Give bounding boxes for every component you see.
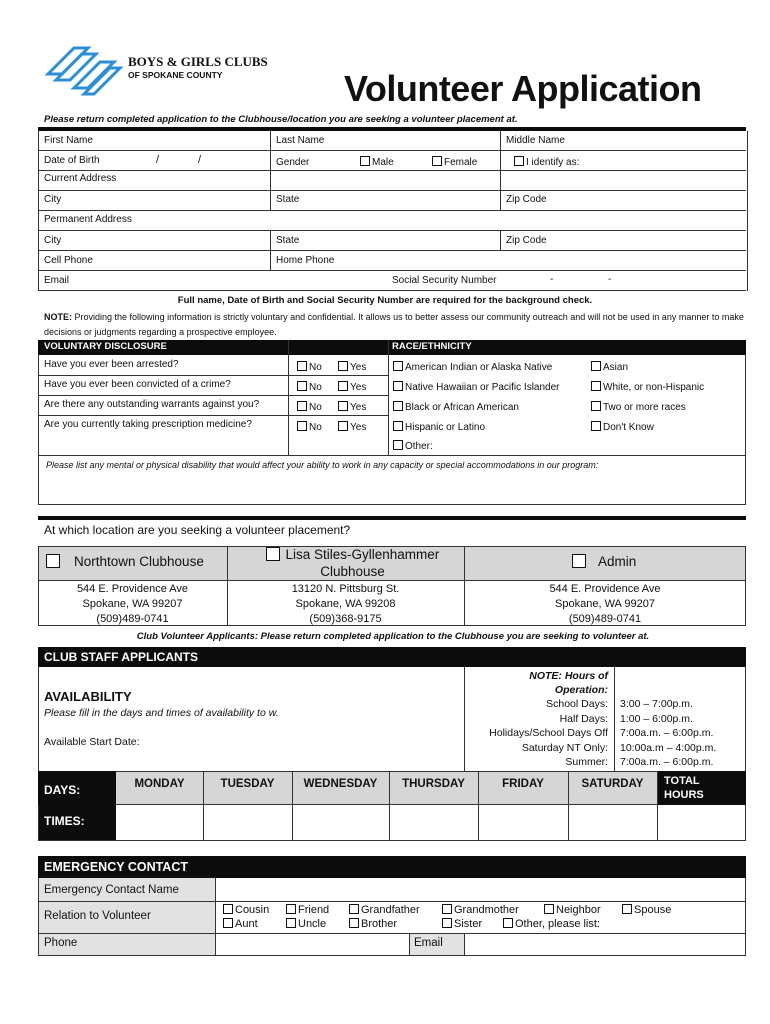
checkbox-icon: [503, 918, 513, 928]
male-checkbox[interactable]: [360, 156, 394, 168]
time-input-tuesday[interactable]: [204, 806, 291, 840]
placement-footer: Club Volunteer Applicants: Please return completed application to the Clubhouse you are seeking to volunteer at.: [136, 631, 650, 642]
race-label: Don't Know: [603, 422, 654, 433]
divider: [38, 395, 388, 396]
address-line: Spokane, WA 99208: [295, 598, 396, 610]
email-field[interactable]: Email: [44, 275, 70, 286]
divider: [500, 131, 501, 191]
identify-label: I identify as:: [526, 157, 580, 168]
checkbox-icon: [360, 156, 370, 166]
yes-label: Yes: [350, 402, 367, 413]
zip-field[interactable]: Zip Code: [506, 235, 547, 246]
race-label: White, or non-Hispanic: [603, 382, 705, 393]
checkbox-icon: [393, 401, 403, 411]
relation-brother[interactable]: [349, 918, 397, 930]
no-label: No: [309, 362, 322, 373]
relation-sister[interactable]: [442, 918, 482, 930]
relation-label: Grandfather: [361, 904, 420, 916]
location-admin[interactable]: [572, 554, 636, 569]
divider: [38, 210, 746, 211]
relation-grandfather[interactable]: [349, 904, 420, 916]
hours-labels: [466, 697, 608, 770]
race-label: Other:: [405, 441, 433, 452]
location-address: [464, 582, 746, 627]
hours-time: 7:00a.m. – 6:00p.m.: [620, 727, 714, 739]
race-label: Asian: [603, 362, 629, 373]
note-label: NOTE:: [44, 312, 72, 322]
race-checkbox[interactable]: [591, 381, 704, 393]
email-label: Email: [414, 937, 443, 949]
disability-field[interactable]: Please list any mental or physical disability that would affect your ability to work in any capacity or special accommodations in our program:: [46, 460, 599, 470]
race-label: Hispanic or Latino: [405, 422, 486, 433]
dob-field[interactable]: Date of Birth: [44, 155, 100, 166]
total-hours-label: TOTAL HOURS: [664, 775, 704, 801]
checkbox-icon: [338, 361, 348, 371]
logo: [40, 40, 124, 96]
divider: [500, 230, 501, 250]
hours-time: 3:00 – 7:00p.m.: [620, 698, 693, 710]
race-checkbox[interactable]: [393, 361, 552, 373]
checkbox-icon: [223, 918, 233, 928]
race-checkbox[interactable]: [393, 421, 485, 433]
day-wednesday: WEDNESDAY: [303, 778, 378, 790]
location-name: Admin: [598, 554, 637, 569]
hours-label: Half Days:: [559, 712, 608, 725]
return-note: Please return completed application to the Clubhouse/location you are seeking a volunteer placement at.: [44, 114, 518, 125]
location-phone: (509)368-9175: [309, 613, 382, 625]
location-name: Northtown Clubhouse: [74, 554, 204, 569]
dob-separator: /: [198, 154, 202, 166]
relation-label: Spouse: [634, 904, 672, 916]
divider: [270, 230, 271, 270]
home-phone-field[interactable]: Home Phone: [276, 255, 335, 266]
address-line: 544 E. Providence Ave: [549, 583, 661, 595]
days-label: DAYS:: [44, 783, 81, 797]
no-checkbox[interactable]: [297, 381, 322, 393]
permanent-address-field[interactable]: Permanent Address: [44, 214, 132, 225]
checkbox-icon: [349, 904, 359, 914]
divider: [464, 667, 465, 771]
race-label: Two or more races: [603, 402, 686, 413]
checkbox-icon: [297, 361, 307, 371]
race-label: Native Hawaiian or Pacific Islander: [405, 382, 560, 393]
hours-time: 10:00a.m – 4:00p.m.: [620, 741, 717, 754]
yes-checkbox[interactable]: [338, 361, 366, 373]
checkbox-icon: [338, 421, 348, 431]
checkbox-icon: [622, 904, 632, 914]
checkbox-icon: [297, 401, 307, 411]
day-tuesday: TUESDAY: [220, 778, 275, 790]
question-medicine: Are you currently taking prescription medicine?: [44, 419, 252, 430]
zip-field[interactable]: Zip Code: [506, 194, 547, 205]
divider: [409, 933, 410, 956]
relation-other[interactable]: [503, 918, 600, 930]
divider: [38, 375, 388, 376]
location-phone: (509)489-0741: [568, 613, 642, 625]
city-field[interactable]: City: [44, 235, 62, 246]
relation-cousin[interactable]: [223, 904, 269, 916]
no-checkbox[interactable]: [297, 361, 322, 373]
org-county: OF SPOKANE COUNTY: [128, 70, 223, 80]
emergency-name-label: Emergency Contact Name: [44, 884, 179, 896]
emergency-phone-input[interactable]: [216, 934, 408, 955]
yes-checkbox[interactable]: [338, 421, 366, 433]
checkbox-icon: [286, 904, 296, 914]
disclosure-header: VOLUNTARY DISCLOSURE: [44, 341, 167, 352]
emergency-header: EMERGENCY CONTACT: [44, 860, 188, 874]
relation-grandmother[interactable]: [442, 904, 519, 916]
checkbox-icon: [591, 421, 601, 431]
male-label: Male: [372, 157, 394, 168]
checkbox-icon: [338, 401, 348, 411]
race-checkbox[interactable]: [393, 401, 519, 413]
placement-question: At which location are you seeking a volunteer placement?: [44, 523, 351, 537]
relation-label: Neighbor: [556, 904, 601, 916]
checkbox-icon: [591, 401, 601, 411]
divider: [270, 131, 271, 191]
relation-label: Aunt: [235, 918, 258, 930]
question-arrested: Have you ever been arrested?: [44, 359, 179, 370]
day-friday: FRIDAY: [502, 778, 544, 790]
time-input-wednesday[interactable]: [293, 806, 388, 840]
hours-label: Saturday NT Only:: [521, 741, 608, 754]
checkbox-icon: [393, 381, 403, 391]
staff-header: CLUB STAFF APPLICANTS: [44, 650, 198, 664]
state-field[interactable]: State: [276, 194, 300, 205]
identify-checkbox[interactable]: [514, 156, 579, 168]
no-label: No: [309, 402, 322, 413]
checkbox-icon: [266, 547, 280, 561]
day-monday: MONDAY: [134, 778, 185, 790]
checkbox-icon: [393, 361, 403, 371]
ssn-separator: -: [608, 274, 612, 285]
checkbox-icon: [514, 156, 524, 166]
relation-label: Relation to Volunteer: [44, 910, 151, 922]
start-date-field[interactable]: Available Start Date:: [44, 736, 140, 748]
state-field[interactable]: State: [276, 235, 300, 246]
times-label: TIMES:: [44, 814, 85, 828]
location-phone: (509)489-0741: [96, 613, 169, 625]
ssn-separator: -: [550, 274, 554, 285]
no-label: No: [309, 422, 322, 433]
day-saturday: SATURDAY: [581, 778, 644, 790]
checkbox-icon: [442, 918, 452, 928]
city-field[interactable]: City: [44, 194, 62, 205]
relation-spouse[interactable]: [622, 904, 671, 916]
divider: [38, 230, 746, 231]
phone-label: Phone: [44, 937, 78, 949]
location-address: [38, 582, 227, 627]
divider: [38, 415, 388, 416]
female-checkbox[interactable]: [432, 156, 477, 168]
address-line: 13120 N. Pittsburg St.: [291, 583, 400, 595]
race-checkbox[interactable]: [393, 381, 560, 393]
relation-label: Cousin: [235, 904, 270, 916]
race-checkbox[interactable]: [591, 421, 654, 433]
middle-name-field[interactable]: Middle Name: [506, 135, 565, 146]
checkbox-icon: [393, 440, 403, 450]
hours-label: Holidays/School Days Off: [489, 727, 608, 739]
race-other-checkbox[interactable]: [393, 440, 433, 452]
relation-label: Sister: [454, 918, 483, 930]
divider: [38, 901, 746, 902]
time-input-monday[interactable]: [117, 806, 202, 840]
hours-note: NOTE: Hours of Operation:: [529, 670, 608, 696]
race-checkbox[interactable]: [591, 361, 628, 373]
checkbox-icon: [544, 904, 554, 914]
location-name: Lisa Stiles-Gyllenhammer Clubhouse: [285, 547, 440, 579]
race-header: RACE/ETHNICITY: [392, 341, 472, 352]
female-label: Female: [444, 157, 478, 168]
address-line: Spokane, WA 99207: [555, 598, 655, 610]
relation-friend[interactable]: [286, 904, 329, 916]
first-name-field[interactable]: First Name: [44, 135, 93, 146]
checkbox-icon: [442, 904, 452, 914]
personal-info-form: [38, 131, 748, 291]
address-line: Spokane, WA 99207: [82, 598, 183, 610]
hours-label: School Days:: [546, 698, 608, 710]
divider: [288, 340, 289, 455]
relation-label: Friend: [298, 904, 330, 916]
time-input-saturday[interactable]: [569, 806, 656, 840]
race-checkbox[interactable]: [591, 401, 686, 413]
availability-instructions: Please fill in the days and times of availability to w.: [44, 707, 279, 719]
no-label: No: [309, 382, 322, 393]
cell-phone-field[interactable]: Cell Phone: [44, 255, 93, 266]
question-warrants: Are there any outstanding warrants against you?: [44, 399, 260, 410]
checkbox-icon: [286, 918, 296, 928]
divider: [38, 150, 746, 151]
checkbox-icon: [432, 156, 442, 166]
divider: [38, 455, 746, 456]
hours-time: 7:00a.m. – 6:00p.m.: [620, 756, 714, 768]
divider: [388, 340, 389, 455]
no-checkbox[interactable]: [297, 421, 322, 433]
location-address: [227, 582, 464, 627]
last-name-field[interactable]: Last Name: [276, 135, 325, 146]
placement-rule: [38, 516, 746, 520]
relation-uncle[interactable]: [286, 918, 326, 930]
checkbox-icon: [393, 421, 403, 431]
day-thursday: THURSDAY: [402, 778, 465, 790]
availability-title: AVAILABILITY: [44, 689, 132, 704]
checkbox-icon: [572, 554, 586, 568]
relation-aunt[interactable]: [223, 918, 258, 930]
checkbox-icon: [338, 381, 348, 391]
time-input-friday[interactable]: [479, 806, 567, 840]
yes-label: Yes: [350, 382, 367, 393]
page-title: Volunteer Application: [344, 68, 702, 109]
checkbox-icon: [591, 381, 601, 391]
checkbox-icon: [297, 421, 307, 431]
address-line: 544 E. Providence Ave: [76, 583, 189, 595]
required-note: Full name, Date of Birth and Social Security Number are required for the background check.: [177, 295, 593, 306]
dob-separator: /: [156, 154, 160, 166]
divider: [614, 667, 615, 771]
divider: [38, 250, 746, 251]
yes-label: Yes: [350, 362, 367, 373]
relation-neighbor[interactable]: [544, 904, 601, 916]
yes-checkbox[interactable]: [338, 381, 366, 393]
time-input-total[interactable]: [658, 806, 745, 840]
location-northtown[interactable]: [46, 554, 204, 569]
emergency-email-input[interactable]: [465, 934, 745, 955]
ssn-field[interactable]: Social Security Number: [392, 275, 497, 286]
org-name: BOYS & GIRLS CLUBS: [128, 54, 268, 69]
divider: [38, 190, 746, 191]
time-input-thursday[interactable]: [390, 806, 477, 840]
checkbox-icon: [46, 554, 60, 568]
yes-checkbox[interactable]: [338, 401, 366, 413]
emergency-name-input[interactable]: [216, 879, 745, 900]
yes-label: Yes: [350, 422, 367, 433]
relation-label: Grandmother: [454, 904, 519, 916]
hours-label: Summer:: [565, 756, 608, 768]
current-address-field[interactable]: Current Address: [44, 173, 117, 184]
hours-time: 1:00 – 6:00p.m.: [620, 712, 693, 725]
gender-label: Gender: [276, 157, 310, 168]
location-lisa-stiles[interactable]: [255, 546, 450, 580]
divider: [38, 170, 746, 171]
note-text: Providing the following information is strictly voluntary and confidential. It allows us to better assess our community outreach and will not be used in any manner to make decisions or judgments regarding a prospective employee.: [44, 312, 744, 337]
checkbox-icon: [591, 361, 601, 371]
race-label: American Indian or Alaska Native: [405, 362, 553, 373]
checkbox-icon: [297, 381, 307, 391]
relation-label: Other, please list:: [515, 918, 600, 930]
race-label: Black or African American: [405, 402, 519, 413]
checkbox-icon: [349, 918, 359, 928]
divider: [38, 290, 746, 291]
relation-label: Brother: [361, 918, 398, 930]
relation-label: Uncle: [298, 918, 327, 930]
divider: [38, 270, 746, 271]
divider: [270, 190, 271, 210]
no-checkbox[interactable]: [297, 401, 322, 413]
question-convicted: Have you ever been convicted of a crime?: [44, 379, 231, 390]
checkbox-icon: [223, 904, 233, 914]
divider: [500, 190, 501, 210]
hours-times: [620, 697, 744, 770]
privacy-note: [44, 310, 744, 340]
